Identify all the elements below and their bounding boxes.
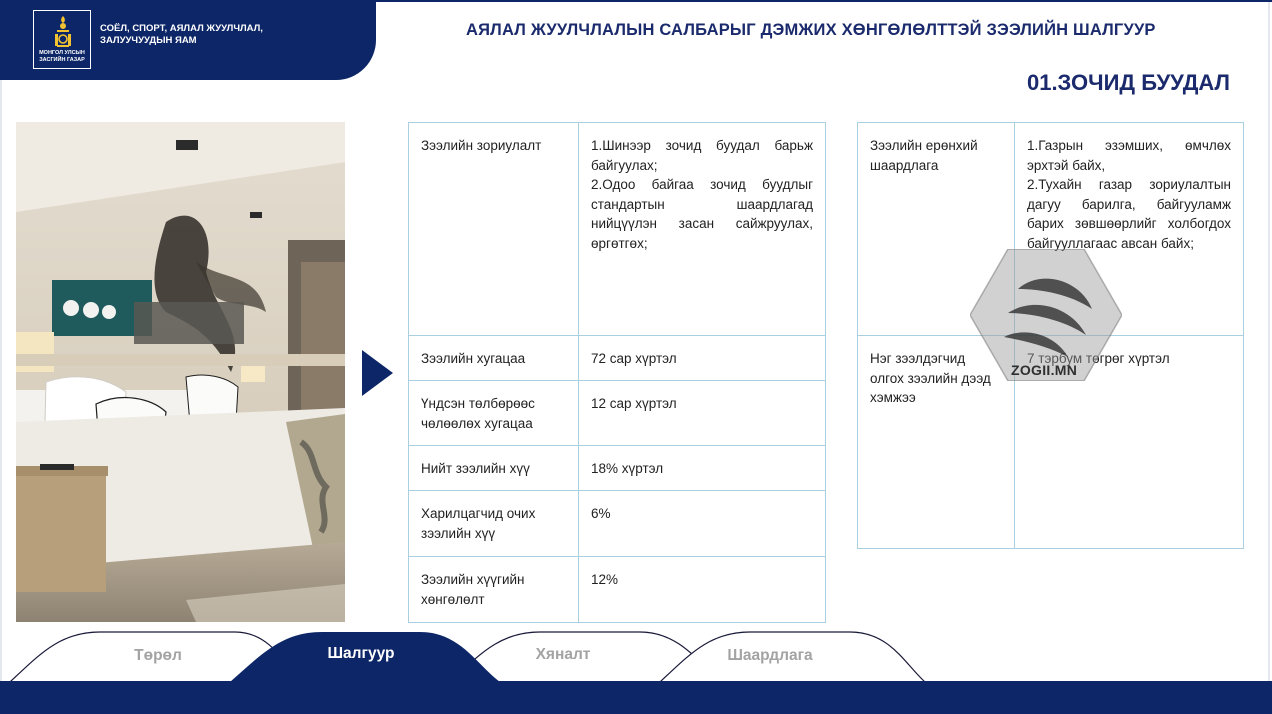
ministry-name: СОЁЛ, СПОРТ, АЯЛАЛ ЖУУЛЧЛАЛ, ЗАЛУУЧУУДЫН ЯАМ xyxy=(100,23,263,46)
table-row xyxy=(409,123,826,336)
footer-bar xyxy=(0,681,1272,714)
tab-khyanalt[interactable]: Хяналт xyxy=(535,646,591,663)
slide-left-border xyxy=(0,80,2,682)
table-row xyxy=(409,557,826,623)
header-top-rule xyxy=(376,0,1272,2)
page-title: АЯЛАЛ ЖУУЛЧЛАЛЫН САЛБАРЫГ ДЭМЖИХ ХӨНГӨЛӨЛТТЭЙ ЗЭЭЛИЙН ШАЛГУУР xyxy=(466,21,1156,39)
table-row xyxy=(409,381,826,446)
tab-shaardlaga[interactable]: Шаардлага xyxy=(727,647,813,664)
slide-right-border xyxy=(1268,2,1270,682)
loan-conditions-table xyxy=(408,122,826,623)
section-title: 01.ЗОЧИД БУУДАЛ xyxy=(1026,70,1230,95)
row-value: 12% xyxy=(579,557,826,623)
logo-caption: МОНГОЛ УЛСЫН ЗАСГИЙН ГАЗАР xyxy=(39,50,85,63)
row-label: Зээлийн зориулалт xyxy=(409,123,579,336)
row-label: Харилцагчид очих зээлийн хүү xyxy=(409,491,579,557)
row-value: 12 сар хүртэл xyxy=(579,381,826,446)
hotel-room-photo xyxy=(16,122,345,622)
row-label: Үндсэн төлбөрөөс чөлөөлөх хугацаа xyxy=(409,381,579,446)
ministry-header-banner xyxy=(0,0,376,80)
row-label: Зээлийн хугацаа xyxy=(409,336,579,381)
row-label: Зээлийн ерөнхий шаардлага xyxy=(858,123,1015,336)
row-label: Зээлийн хүүгийн хөнгөлөлт xyxy=(409,557,579,623)
row-value: 18% хүртэл xyxy=(579,446,826,491)
table-row xyxy=(409,491,826,557)
tab-shalguur[interactable]: Шалгуур xyxy=(327,645,395,662)
table-row xyxy=(409,446,826,491)
row-value: 72 сар хүртэл xyxy=(579,336,826,381)
right-arrow-icon xyxy=(362,350,394,396)
row-value: 1.Газрын эзэмших, өмчлөх эрхтэй байх, 2.Тухайн газар зориулалтын дагуу барилга, байгууламж барих зөвшөөрлийг холбогдох байгууллагаас авсан байх; xyxy=(1015,123,1244,336)
row-value: 7 тэрбум төгрөг хүртэл xyxy=(1015,336,1244,549)
row-value: 6% xyxy=(579,491,826,557)
row-value: 1.Шинээр зочид буудал барьж байгуулах; 2.Одоо байгаа зочид буудлыг стандартын шаардлагад нийцүүлэн засан сайжруулах, өргөтгөх; xyxy=(579,123,826,336)
watermark-text: ZOGII.MN xyxy=(1011,362,1078,378)
table-row xyxy=(409,336,826,381)
government-logo xyxy=(33,10,91,69)
row-label: Нэг зээлдэгчид олгох зээлийн дээд хэмжээ xyxy=(858,336,1015,549)
tab-torol[interactable]: Төрөл xyxy=(134,647,182,664)
soyombo-emblem-icon xyxy=(47,14,79,50)
row-label: Нийт зээлийн хүү xyxy=(409,446,579,491)
